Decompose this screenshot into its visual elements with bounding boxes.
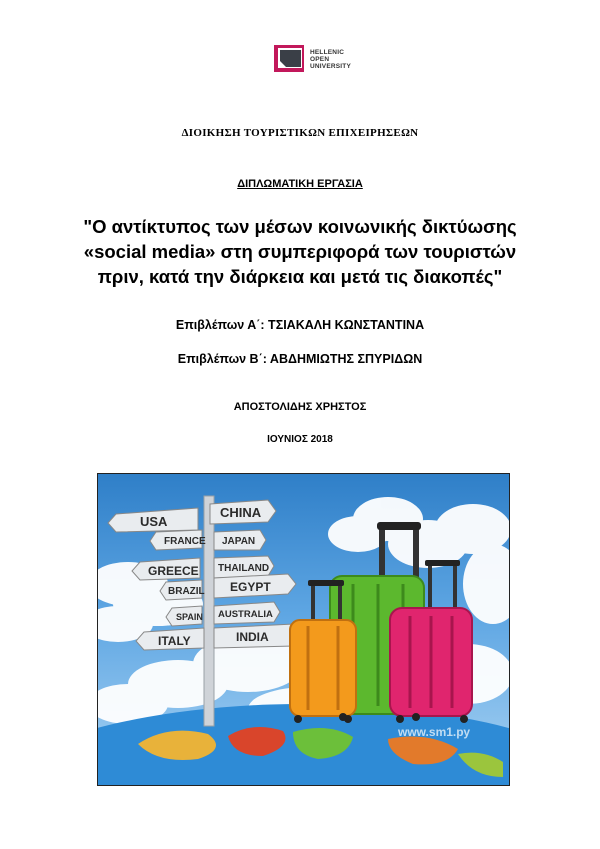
logo-mark-icon	[274, 45, 306, 73]
school-name: ΔΙΟΙΚΗΣΗ ΤΟΥΡΙΣΤΙΚΩΝ ΕΠΙΧΕΙΡΗΣΕΩΝ	[181, 127, 419, 139]
document-type: ΔΙΠΛΩΜΑΤΙΚΗ ΕΡΓΑΣΙΑ	[237, 178, 363, 190]
travel-illustration	[98, 474, 509, 785]
sign-label: AUSTRALIA	[218, 609, 273, 620]
logo-text	[310, 49, 351, 70]
sign-label: ITALY	[158, 634, 191, 648]
title-line-3: πριν, κατά την διάρκεια και μετά τις διακοπές"	[97, 266, 503, 287]
supervisor-b: Επιβλέπων Β΄: ΑΒΔΗΜΙΩΤΗΣ ΣΠΥΡΙΔΩΝ	[177, 352, 423, 366]
cover-image	[97, 473, 510, 786]
university-logo	[274, 44, 360, 74]
sign-label: SPAIN	[176, 612, 203, 622]
thesis-title	[0, 214, 600, 289]
logo-line-3: UNIVERSITY	[310, 62, 352, 70]
sign-label: THAILAND	[218, 563, 270, 574]
title-line-2: «social media» στη συμπεριφορά των τουριστών	[83, 241, 517, 262]
sign-label: JAPAN	[222, 536, 256, 547]
logo-line-1: HELLENIC	[310, 48, 345, 56]
sign-label: GREECE	[148, 564, 199, 578]
sign-label: CHINA	[220, 505, 262, 520]
title-line-1: "Ο αντίκτυπος των μέσων κοινωνικής δικτύωσης	[83, 216, 517, 237]
sign-label: USA	[140, 514, 168, 529]
sign-label: INDIA	[236, 630, 269, 644]
supervisor-a: Επιβλέπων Α΄: ΤΣΙΑΚΑΛΗ ΚΩΝΣΤΑΝΤΙΝΑ	[175, 318, 425, 332]
author-name: ΑΠΟΣΤΟΛΙΔΗΣ ΧΡΗΣΤΟΣ	[233, 401, 367, 413]
logo-line-2: OPEN	[310, 55, 330, 63]
image-watermark: www.sm1.ру	[398, 725, 471, 739]
date: ΙΟΥΝΙΟΣ 2018	[267, 434, 333, 445]
signpost-pole	[204, 496, 214, 726]
sign-label: EGYPT	[230, 580, 271, 594]
sign-label: FRANCE	[164, 536, 206, 547]
sign-label: BRAZIL	[168, 586, 205, 597]
